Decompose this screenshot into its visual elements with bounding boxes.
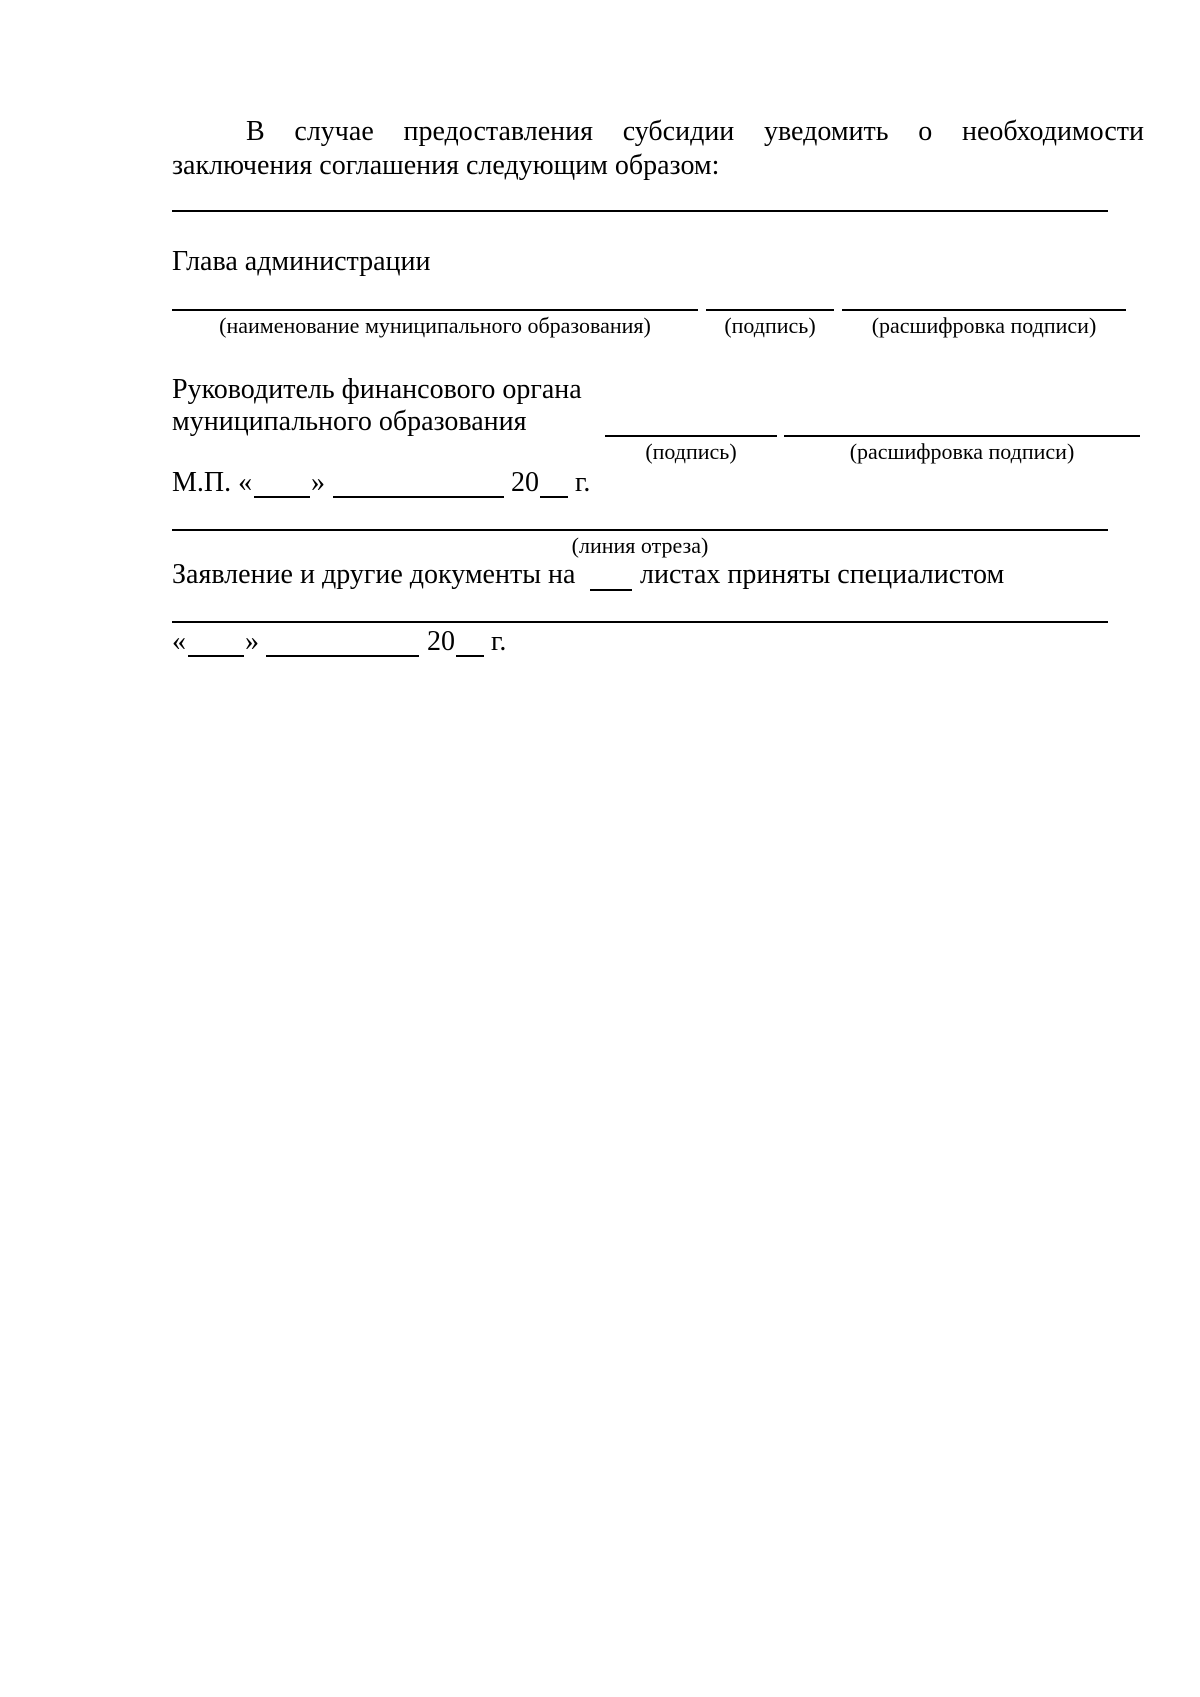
intro-word: предоставления <box>403 116 593 147</box>
head-title: Глава администрации <box>172 246 431 277</box>
date-year-prefix: 20 <box>427 626 455 657</box>
caption-decoding: (расшифровка подписи) <box>849 439 1075 464</box>
caption-decoding: (расшифровка подписи) <box>871 313 1097 338</box>
intro-line-2: заключения соглашения следующим образом: <box>172 150 720 181</box>
specialist-name-field[interactable] <box>172 621 1108 623</box>
intro-word: уведомить <box>764 116 889 147</box>
notification-method-field[interactable] <box>172 210 1108 212</box>
received-text-end: листах приняты специалистом <box>640 559 1005 590</box>
caption-municipality: (наименование муниципального образования) <box>219 313 651 338</box>
date-month-field[interactable] <box>266 655 419 657</box>
stamp-year-field[interactable] <box>540 496 568 498</box>
stamp-year-prefix: 20 <box>511 467 539 498</box>
caption-signature: (подпись) <box>724 313 816 338</box>
stamp-quote-close: » <box>311 467 325 498</box>
stamp-day-field[interactable] <box>254 496 310 498</box>
caption-signature: (подпись) <box>645 439 737 464</box>
date-quote-close: » <box>245 626 259 657</box>
date-year-field[interactable] <box>456 655 484 657</box>
received-text-start: Заявление и другие документы на <box>172 559 576 590</box>
finance-title-line-1: Руководитель финансового органа <box>172 374 582 405</box>
date-quote-open: « <box>172 626 186 657</box>
intro-word: о <box>918 116 933 147</box>
stamp-prefix: М.П. « <box>172 467 253 498</box>
intro-word: субсидии <box>622 116 735 147</box>
finance-signature-field[interactable] <box>605 435 777 437</box>
intro-word: необходимости <box>961 116 1144 147</box>
stamp-year-suffix: г. <box>575 467 591 498</box>
cut-line <box>172 529 1108 531</box>
date-day-field[interactable] <box>188 655 244 657</box>
stamp-month-field[interactable] <box>333 496 504 498</box>
intro-word: случае <box>294 116 374 147</box>
intro-line-1 <box>172 116 1144 148</box>
municipality-name-field[interactable] <box>172 309 698 311</box>
sheet-count-field[interactable] <box>590 589 632 591</box>
cut-line-caption: (линия отреза) <box>571 533 709 558</box>
date-year-suffix: г. <box>491 626 507 657</box>
head-decoding-field[interactable] <box>842 309 1126 311</box>
finance-decoding-field[interactable] <box>784 435 1140 437</box>
head-signature-field[interactable] <box>706 309 834 311</box>
finance-title-line-2: муниципального образования <box>172 406 527 437</box>
intro-word: В <box>246 116 265 147</box>
